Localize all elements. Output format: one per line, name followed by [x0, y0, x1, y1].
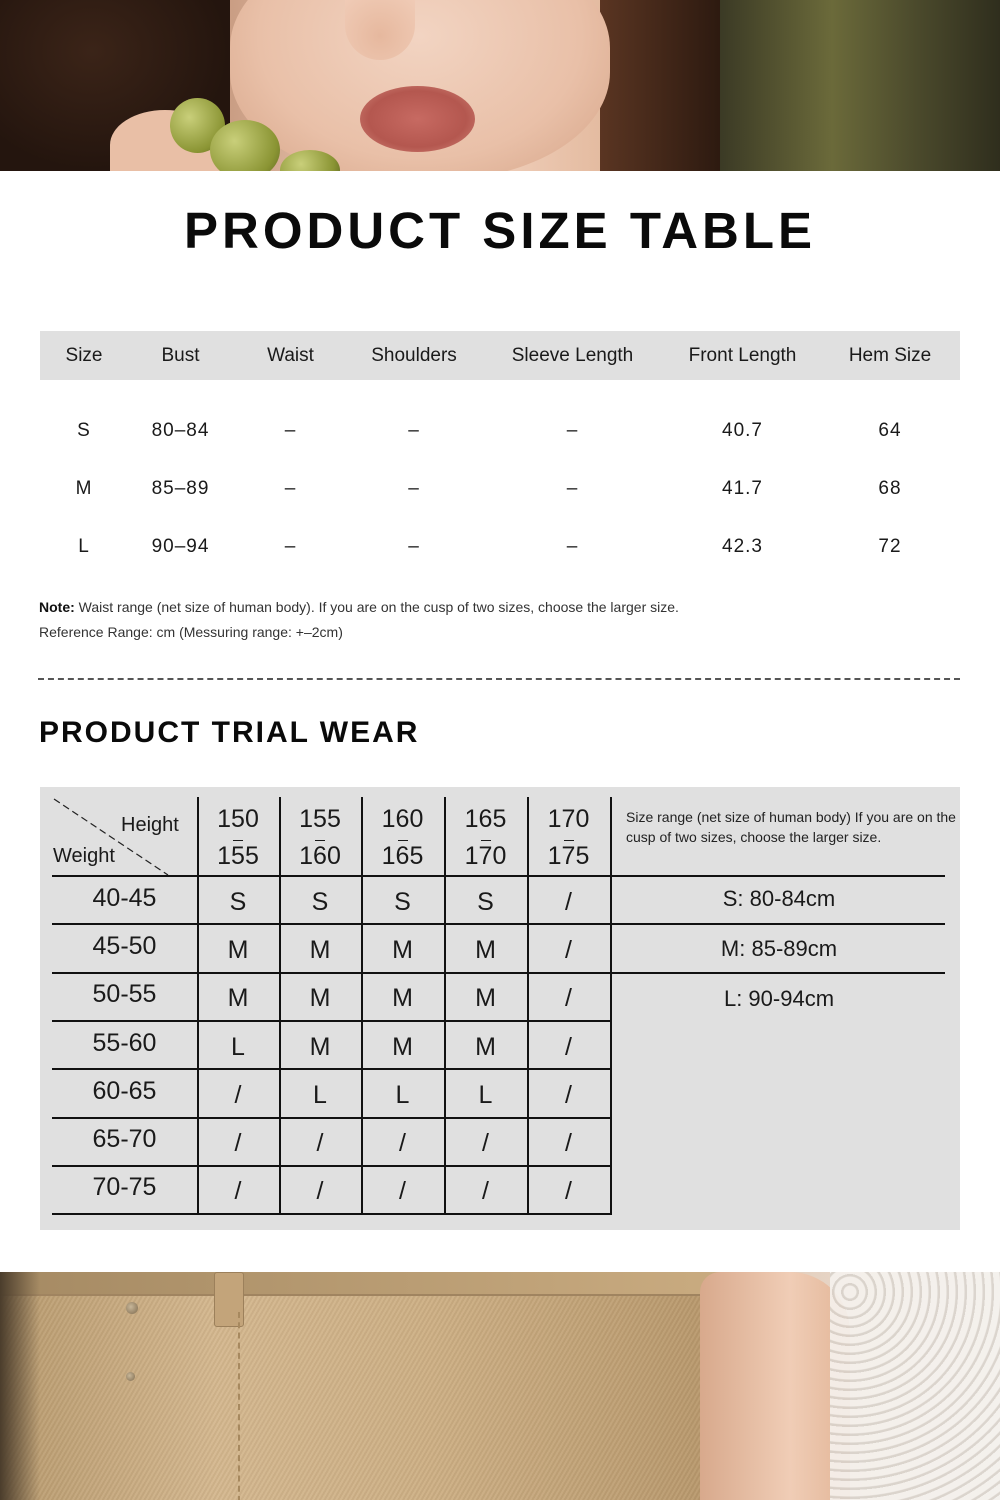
model-pants-photo — [0, 1272, 1000, 1500]
model-face-photo — [0, 0, 1000, 171]
table-cell: S — [77, 420, 91, 441]
recommended-size-cell: / — [565, 984, 572, 1013]
table-cell: – — [284, 478, 297, 499]
range-m: M: 85-89cm — [720, 936, 838, 961]
table-row — [40, 402, 960, 460]
recommended-size-cell: / — [234, 1080, 242, 1109]
height-to: 165 — [361, 838, 444, 875]
size-table-header — [40, 331, 960, 380]
table-cell: – — [408, 478, 420, 499]
weight-range-label: 60-65 — [92, 1076, 157, 1105]
recommended-size-cell: / — [565, 1177, 572, 1206]
height-to: 155 — [197, 838, 279, 875]
recommended-size-cell: M — [392, 935, 413, 964]
recommended-size-cell: / — [399, 1177, 406, 1206]
table-cell: – — [566, 420, 579, 441]
size-table-body — [40, 402, 960, 576]
recommended-size-cell: / — [234, 1177, 242, 1206]
recommended-size-cell: / — [565, 1080, 572, 1109]
recommended-size-cell: / — [565, 1032, 572, 1061]
table-cell: 40.7 — [722, 420, 763, 441]
weight-axis-label: Weight — [53, 845, 115, 867]
height-range-header — [361, 801, 444, 875]
height-axis-label: Height — [121, 814, 179, 836]
size-table — [40, 331, 960, 576]
table-cell: 68 — [878, 478, 902, 499]
section-divider — [38, 678, 960, 680]
table-row — [40, 460, 960, 518]
header-front-length: Front Length — [688, 344, 797, 366]
page-title: PRODUCT SIZE TABLE — [183, 202, 817, 259]
recommended-size-cell: / — [565, 887, 572, 916]
table-cell: 85–89 — [151, 478, 210, 499]
header-bust: Bust — [161, 344, 200, 366]
table-cell: 90–94 — [151, 536, 210, 557]
recommended-size-cell: M — [309, 984, 331, 1013]
trial-wear-table — [40, 787, 960, 1230]
recommended-size-cell: M — [475, 1032, 496, 1061]
range-l: L: 90-94cm — [723, 986, 835, 1011]
note-line — [39, 595, 679, 620]
height-range-header — [444, 801, 527, 875]
weight-range-label: 55-60 — [92, 1028, 157, 1057]
reference-range: Reference Range: cm (Messuring range: +–2cm) — [39, 624, 343, 640]
range-s: S: 80-84cm — [722, 886, 836, 911]
trial-wear-title: PRODUCT TRIAL WEAR — [39, 716, 420, 749]
table-cell: L — [78, 536, 90, 557]
height-from: 160 — [381, 805, 424, 833]
recommended-size-cell: M — [309, 935, 331, 964]
header-waist: Waist — [267, 344, 314, 366]
recommended-size-cell: L — [313, 1080, 327, 1109]
height-to: 160 — [279, 838, 361, 875]
recommended-size-cell: S — [394, 887, 411, 916]
recommended-size-cell: S — [311, 887, 329, 916]
header-shoulders: Shoulders — [371, 344, 457, 366]
height-from: 170 — [547, 805, 590, 833]
note-text: Waist range (net size of human body). If you are on the cusp of two sizes, choose the larger size. — [74, 599, 679, 615]
table-cell: – — [284, 536, 297, 557]
recommended-size-cell: / — [482, 1129, 489, 1158]
recommended-size-cell: M — [475, 984, 496, 1013]
table-cell: 80–84 — [151, 420, 210, 441]
recommended-size-cell: L — [231, 1032, 245, 1061]
recommended-size-cell: M — [392, 1032, 413, 1061]
table-cell: M — [75, 478, 93, 499]
height-to: 175 — [527, 838, 610, 875]
weight-range-label: 45-50 — [92, 931, 157, 960]
header-size: Size — [65, 344, 103, 366]
weight-range-label: 50-55 — [92, 980, 157, 1009]
trial-side-note: Size range (net size of human body) If you are on the cusp of two sizes, choose the larger size. — [626, 809, 956, 845]
height-from: 150 — [217, 805, 259, 833]
table-cell: 72 — [878, 536, 902, 557]
recommended-size-cell: L — [478, 1080, 493, 1109]
recommended-size-cell: / — [482, 1177, 489, 1206]
table-cell: – — [408, 536, 420, 557]
table-cell: – — [566, 478, 579, 499]
table-cell: – — [284, 420, 297, 441]
height-range-header — [197, 801, 279, 875]
recommended-size-cell: M — [475, 935, 496, 964]
recommended-size-cell: M — [227, 984, 249, 1013]
recommended-size-cell: L — [395, 1080, 410, 1109]
table-row — [40, 518, 960, 576]
table-cell: 42.3 — [722, 536, 763, 557]
height-range-header — [527, 801, 610, 875]
header-sleeve-length: Sleeve Length — [511, 344, 634, 366]
recommended-size-cell: / — [565, 935, 572, 964]
recommended-size-cell: / — [399, 1129, 406, 1158]
recommended-size-cell: / — [316, 1129, 324, 1158]
recommended-size-cell: M — [309, 1032, 331, 1061]
recommended-size-cell: S — [477, 887, 494, 916]
note-label: Note: — [39, 599, 75, 615]
recommended-size-cell: M — [227, 935, 249, 964]
recommended-size-cell: M — [392, 984, 413, 1013]
size-note — [39, 595, 679, 645]
header-hem-size: Hem Size — [848, 344, 932, 366]
table-cell: – — [566, 536, 579, 557]
table-cell: 64 — [878, 420, 902, 441]
recommended-size-cell: / — [565, 1129, 572, 1158]
recommended-size-cell: S — [229, 887, 247, 916]
recommended-size-cell: / — [316, 1177, 324, 1206]
weight-range-label: 65-70 — [92, 1125, 157, 1154]
recommended-size-cell: / — [234, 1129, 242, 1158]
height-range-header — [279, 801, 361, 875]
height-from: 155 — [299, 805, 341, 833]
height-to: 170 — [444, 838, 527, 875]
weight-range-label: 40-45 — [92, 883, 157, 912]
table-cell: – — [408, 420, 420, 441]
weight-range-label: 70-75 — [92, 1173, 157, 1202]
height-from: 165 — [464, 805, 507, 833]
table-cell: 41.7 — [722, 478, 763, 499]
